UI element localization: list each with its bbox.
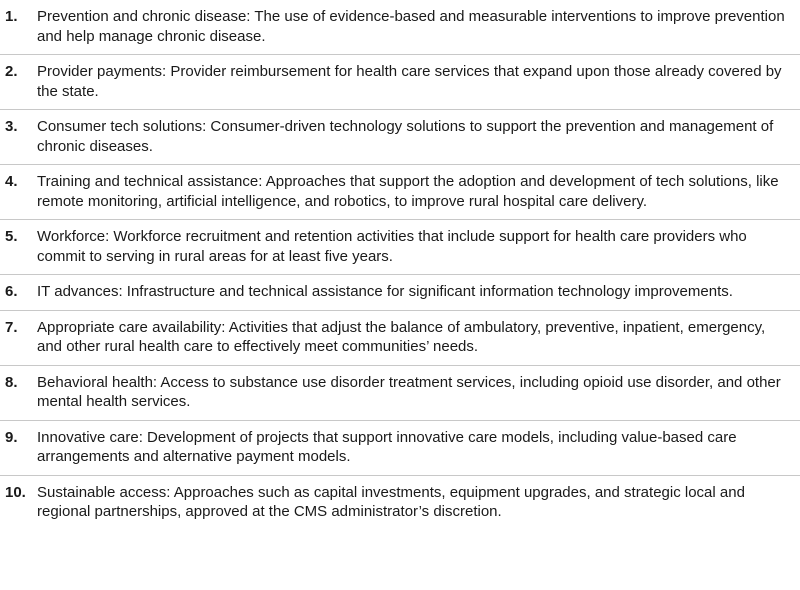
item-number: 9. <box>5 428 18 446</box>
item-number: 1. <box>5 8 18 25</box>
item-number: 2. <box>5 63 18 80</box>
item-text: Provider payments: Provider reimbursement for health care services that expand upon those already covered by the state. <box>37 63 782 100</box>
item-text: Training and technical assistance: Approaches that support the adoption and development of tech solutions, like remote monitoring, artificial intelligence, and robotics, to improve rural hospital care delivery. <box>37 173 779 210</box>
item-number: 4. <box>5 173 18 190</box>
list-item <box>0 220 800 275</box>
item-number: 6. <box>5 283 18 300</box>
item-text: IT advances: Infrastructure and technical assistance for significant information technology improvements. <box>37 283 733 300</box>
list-item <box>0 421 800 476</box>
item-number: 7. <box>5 318 18 336</box>
item-text: Prevention and chronic disease: The use of evidence-based and measurable interventions to improve prevention and help manage chronic disease. <box>37 8 785 45</box>
item-number: 5. <box>5 228 18 245</box>
item-number: 3. <box>5 118 18 135</box>
item-text: Behavioral health: Access to substance use disorder treatment services, including opioid use disorder, and other mental health services. <box>37 373 781 410</box>
list-item <box>0 476 800 530</box>
list-item <box>0 165 800 220</box>
item-text: Workforce: Workforce recruitment and retention activities that include support for health care providers who commit to serving in rural areas for at least five years. <box>37 228 747 265</box>
item-number: 8. <box>5 373 18 391</box>
item-text: Consumer tech solutions: Consumer-driven technology solutions to support the prevention and management of chronic diseases. <box>37 118 774 155</box>
item-text: Innovative care: Development of projects that support innovative care models, including value-based care arrangements and alternative payment models. <box>37 428 737 465</box>
item-text: Appropriate care availability: Activities that adjust the balance of ambulatory, preventive, inpatient, emergency, and other rural health care to effectively meet communities’ needs. <box>37 318 766 355</box>
list-item <box>0 0 800 55</box>
list-item <box>0 275 800 311</box>
item-number: 10. <box>5 483 26 501</box>
list-item <box>0 110 800 165</box>
list-item <box>0 55 800 110</box>
list-item <box>0 366 800 421</box>
list-item <box>0 311 800 366</box>
item-text: Sustainable access: Approaches such as capital investments, equipment upgrades, and strategic local and regional partnerships, approved at the CMS administrator’s discretion. <box>37 483 745 520</box>
